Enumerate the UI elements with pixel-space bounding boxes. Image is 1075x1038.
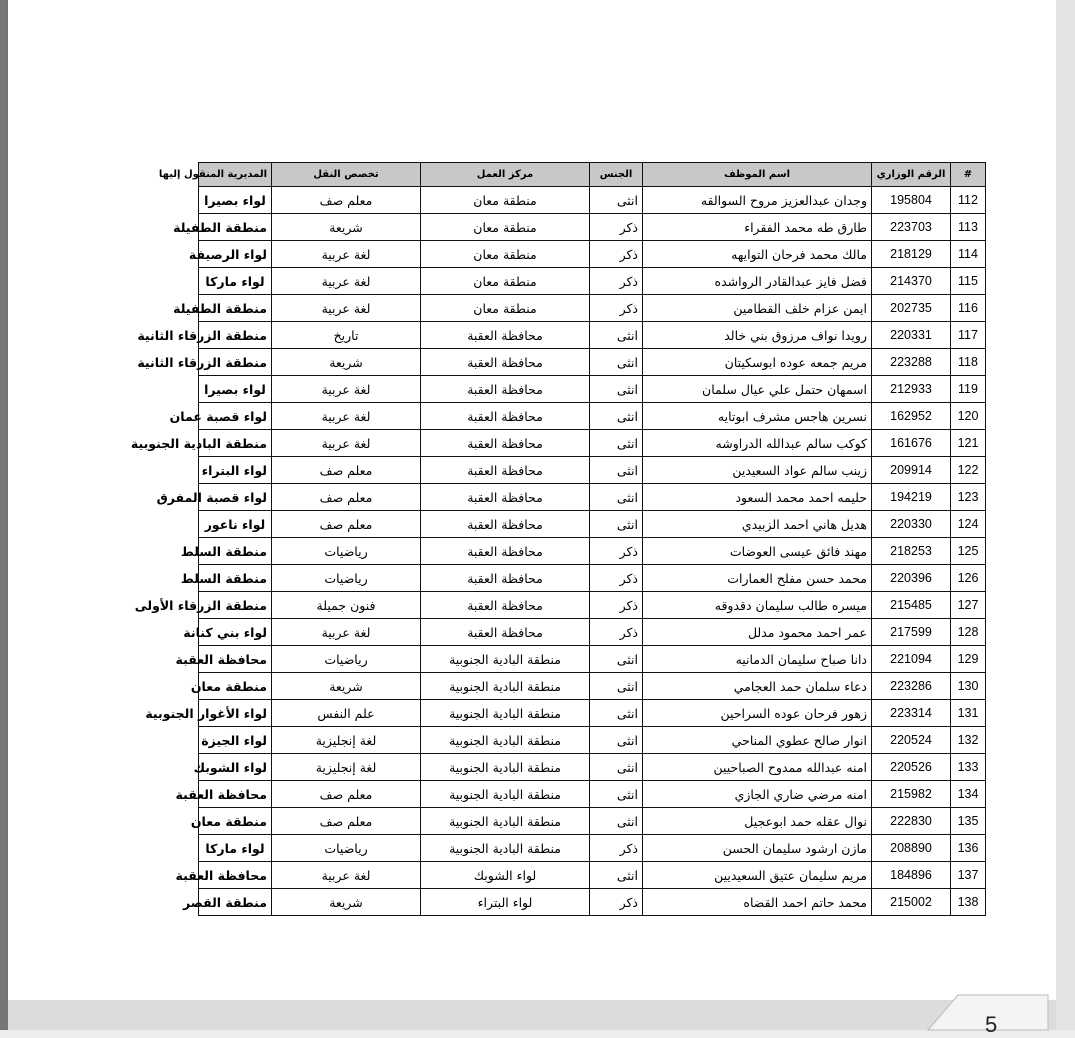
cell-gender: انثى — [590, 673, 643, 700]
cell-num: 138 — [951, 889, 986, 916]
cell-ministry-id: 161676 — [872, 430, 951, 457]
cell-gender: انثى — [590, 727, 643, 754]
cell-destination: منطقة البادية الجنوبية — [199, 430, 272, 457]
cell-employee-name: محمد حاتم احمد القضاه — [643, 889, 872, 916]
cell-destination: لواء الرصيفة — [199, 241, 272, 268]
cell-destination: لواء بصيرا — [199, 376, 272, 403]
cell-work-center: منطقة معان — [421, 268, 590, 295]
cell-employee-name: اسمهان حتمل علي عيال سلمان — [643, 376, 872, 403]
cell-destination: لواء بصيرا — [199, 187, 272, 214]
cell-num: 117 — [951, 322, 986, 349]
cell-work-center: محافظة العقبة — [421, 349, 590, 376]
table-row — [199, 268, 986, 295]
scan-left-edge — [0, 0, 8, 1030]
header-employee-name: اسم الموظف — [643, 163, 872, 187]
cell-work-center: منطقة معان — [421, 295, 590, 322]
cell-num: 132 — [951, 727, 986, 754]
cell-employee-name: انوار صالح عطوي المناحي — [643, 727, 872, 754]
table-row — [199, 538, 986, 565]
cell-num: 120 — [951, 403, 986, 430]
cell-destination: محافظة العقبة — [199, 862, 272, 889]
cell-transfer-specialty: لغة إنجليزية — [272, 727, 421, 754]
cell-work-center: محافظة العقبة — [421, 592, 590, 619]
cell-ministry-id: 220526 — [872, 754, 951, 781]
cell-ministry-id: 223286 — [872, 673, 951, 700]
cell-ministry-id: 215485 — [872, 592, 951, 619]
cell-employee-name: عمر احمد محمود مدلل — [643, 619, 872, 646]
cell-destination: لواء ناعور — [199, 511, 272, 538]
cell-work-center: منطقة البادية الجنوبية — [421, 646, 590, 673]
header-num: # — [951, 163, 986, 187]
cell-gender: انثى — [590, 322, 643, 349]
cell-employee-name: رويدا نواف مرزوق بني خالد — [643, 322, 872, 349]
cell-num: 122 — [951, 457, 986, 484]
table-row — [199, 673, 986, 700]
cell-destination: لواء البتراء — [199, 457, 272, 484]
cell-work-center: منطقة البادية الجنوبية — [421, 727, 590, 754]
cell-transfer-specialty: معلم صف — [272, 511, 421, 538]
cell-transfer-specialty: لغة عربية — [272, 241, 421, 268]
cell-ministry-id: 221094 — [872, 646, 951, 673]
table-row — [199, 727, 986, 754]
table-row — [199, 241, 986, 268]
cell-work-center: لواء البتراء — [421, 889, 590, 916]
cell-transfer-specialty: شريعة — [272, 349, 421, 376]
cell-employee-name: هديل هاني احمد الزبيدي — [643, 511, 872, 538]
cell-num: 133 — [951, 754, 986, 781]
cell-work-center: منطقة البادية الجنوبية — [421, 700, 590, 727]
cell-transfer-specialty: لغة عربية — [272, 619, 421, 646]
header-destination: المديرية المنقول إليها — [199, 163, 272, 187]
cell-gender: انثى — [590, 403, 643, 430]
table-row — [199, 403, 986, 430]
cell-gender: ذكر — [590, 619, 643, 646]
cell-transfer-specialty: رياضيات — [272, 538, 421, 565]
cell-employee-name: زينب سالم عواد السعيدين — [643, 457, 872, 484]
cell-transfer-specialty: لغة عربية — [272, 295, 421, 322]
cell-employee-name: وجدان عبدالعزيز مروح السوالقه — [643, 187, 872, 214]
cell-destination: لواء بني كنانة — [199, 619, 272, 646]
cell-destination: لواء ماركا — [199, 268, 272, 295]
cell-destination: لواء قصبة المفرق — [199, 484, 272, 511]
cell-work-center: منطقة البادية الجنوبية — [421, 673, 590, 700]
cell-ministry-id: 194219 — [872, 484, 951, 511]
cell-ministry-id: 220330 — [872, 511, 951, 538]
cell-transfer-specialty: لغة عربية — [272, 862, 421, 889]
cell-employee-name: مريم جمعه عوده ابوسكيتان — [643, 349, 872, 376]
cell-work-center: منطقة البادية الجنوبية — [421, 835, 590, 862]
cell-num: 130 — [951, 673, 986, 700]
table-row — [199, 430, 986, 457]
cell-num: 127 — [951, 592, 986, 619]
cell-ministry-id: 217599 — [872, 619, 951, 646]
cell-transfer-specialty: لغة عربية — [272, 376, 421, 403]
cell-ministry-id: 218129 — [872, 241, 951, 268]
cell-transfer-specialty: معلم صف — [272, 484, 421, 511]
cell-transfer-specialty: شريعة — [272, 673, 421, 700]
cell-gender: انثى — [590, 376, 643, 403]
cell-work-center: محافظة العقبة — [421, 430, 590, 457]
cell-gender: انثى — [590, 808, 643, 835]
cell-gender: انثى — [590, 511, 643, 538]
cell-work-center: منطقة البادية الجنوبية — [421, 808, 590, 835]
cell-ministry-id: 223703 — [872, 214, 951, 241]
scan-right-edge — [1056, 0, 1075, 1030]
cell-transfer-specialty: رياضيات — [272, 835, 421, 862]
cell-employee-name: حليمه احمد محمد السعود — [643, 484, 872, 511]
cell-gender: انثى — [590, 646, 643, 673]
cell-destination: لواء الشوبك — [199, 754, 272, 781]
cell-employee-name: مريم سليمان عتيق السعيديين — [643, 862, 872, 889]
cell-work-center: منطقة معان — [421, 187, 590, 214]
table-row — [199, 565, 986, 592]
table-row — [199, 835, 986, 862]
cell-destination: منطقة الطفيلة — [199, 214, 272, 241]
cell-employee-name: طارق طه محمد الفقراء — [643, 214, 872, 241]
cell-gender: ذكر — [590, 592, 643, 619]
cell-transfer-specialty: لغة إنجليزية — [272, 754, 421, 781]
cell-transfer-specialty: معلم صف — [272, 808, 421, 835]
cell-ministry-id: 223288 — [872, 349, 951, 376]
cell-transfer-specialty: لغة عربية — [272, 430, 421, 457]
cell-transfer-specialty: معلم صف — [272, 457, 421, 484]
table-row — [199, 700, 986, 727]
cell-num: 128 — [951, 619, 986, 646]
cell-ministry-id: 215002 — [872, 889, 951, 916]
cell-ministry-id: 218253 — [872, 538, 951, 565]
cell-ministry-id: 214370 — [872, 268, 951, 295]
cell-ministry-id: 208890 — [872, 835, 951, 862]
table-row — [199, 349, 986, 376]
cell-work-center: محافظة العقبة — [421, 403, 590, 430]
cell-ministry-id: 220396 — [872, 565, 951, 592]
cell-employee-name: فضل فايز عبدالقادر الرواشده — [643, 268, 872, 295]
cell-gender: ذكر — [590, 268, 643, 295]
cell-transfer-specialty: معلم صف — [272, 781, 421, 808]
cell-transfer-specialty: رياضيات — [272, 646, 421, 673]
cell-destination: منطقة الزرقاء الأولى — [199, 592, 272, 619]
cell-transfer-specialty: علم النفس — [272, 700, 421, 727]
scan-bottom-edge — [8, 1000, 1056, 1030]
cell-ministry-id: 215982 — [872, 781, 951, 808]
table-row — [199, 511, 986, 538]
header-gender: الجنس — [590, 163, 643, 187]
cell-transfer-specialty: شريعة — [272, 214, 421, 241]
cell-work-center: لواء الشوبك — [421, 862, 590, 889]
cell-employee-name: مازن ارشود سليمان الحسن — [643, 835, 872, 862]
cell-num: 135 — [951, 808, 986, 835]
cell-transfer-specialty: فنون جميلة — [272, 592, 421, 619]
cell-employee-name: ميسره طالب سليمان دقدوقه — [643, 592, 872, 619]
cell-num: 137 — [951, 862, 986, 889]
page-number: 5 — [985, 1012, 998, 1037]
cell-ministry-id: 222830 — [872, 808, 951, 835]
transfer-table — [130, 162, 986, 916]
cell-gender: انثى — [590, 862, 643, 889]
cell-destination: منطقة معان — [199, 673, 272, 700]
cell-gender: ذكر — [590, 889, 643, 916]
cell-work-center: محافظة العقبة — [421, 376, 590, 403]
cell-gender: انثى — [590, 781, 643, 808]
cell-ministry-id: 209914 — [872, 457, 951, 484]
cell-work-center: منطقة البادية الجنوبية — [421, 754, 590, 781]
cell-work-center: محافظة العقبة — [421, 322, 590, 349]
cell-work-center: محافظة العقبة — [421, 538, 590, 565]
table-row — [199, 322, 986, 349]
cell-destination: منطقة السلط — [199, 565, 272, 592]
table-row — [199, 592, 986, 619]
cell-work-center: محافظة العقبة — [421, 619, 590, 646]
cell-ministry-id: 162952 — [872, 403, 951, 430]
cell-work-center: منطقة البادية الجنوبية — [421, 781, 590, 808]
cell-num: 136 — [951, 835, 986, 862]
table-row — [199, 214, 986, 241]
cell-num: 131 — [951, 700, 986, 727]
cell-work-center: محافظة العقبة — [421, 511, 590, 538]
cell-gender: ذكر — [590, 214, 643, 241]
cell-employee-name: دعاء سلمان حمد العجامي — [643, 673, 872, 700]
cell-gender: انثى — [590, 349, 643, 376]
cell-employee-name: مالك محمد فرحان التوايهه — [643, 241, 872, 268]
cell-transfer-specialty: لغة عربية — [272, 268, 421, 295]
cell-destination: منطقة السلط — [199, 538, 272, 565]
cell-destination: منطقة القصر — [199, 889, 272, 916]
table-row — [199, 376, 986, 403]
table-row — [199, 457, 986, 484]
cell-destination: محافظة العقبة — [199, 781, 272, 808]
cell-transfer-specialty: لغة عربية — [272, 403, 421, 430]
cell-gender: ذكر — [590, 835, 643, 862]
cell-num: 125 — [951, 538, 986, 565]
cell-employee-name: نسرين هاجس مشرف ابوتايه — [643, 403, 872, 430]
cell-ministry-id: 223314 — [872, 700, 951, 727]
cell-employee-name: امنه عبدالله ممدوح الصباحيين — [643, 754, 872, 781]
cell-work-center: محافظة العقبة — [421, 457, 590, 484]
cell-num: 115 — [951, 268, 986, 295]
cell-work-center: محافظة العقبة — [421, 565, 590, 592]
table-row — [199, 646, 986, 673]
cell-employee-name: نوال عقله حمد ابوعجيل — [643, 808, 872, 835]
cell-num: 113 — [951, 214, 986, 241]
table-header-row — [199, 163, 986, 187]
cell-transfer-specialty: رياضيات — [272, 565, 421, 592]
cell-work-center: منطقة معان — [421, 214, 590, 241]
cell-destination: محافظة العقبة — [199, 646, 272, 673]
cell-employee-name: زهور فرحان عوده السراحين — [643, 700, 872, 727]
cell-destination: منطقة معان — [199, 808, 272, 835]
cell-work-center: محافظة العقبة — [421, 484, 590, 511]
cell-ministry-id: 220331 — [872, 322, 951, 349]
cell-transfer-specialty: معلم صف — [272, 187, 421, 214]
cell-ministry-id: 220524 — [872, 727, 951, 754]
table-row — [199, 781, 986, 808]
cell-gender: انثى — [590, 457, 643, 484]
cell-ministry-id: 212933 — [872, 376, 951, 403]
table-row — [199, 187, 986, 214]
cell-ministry-id: 184896 — [872, 862, 951, 889]
cell-employee-name: ايمن عزام خلف القطامين — [643, 295, 872, 322]
cell-gender: ذكر — [590, 295, 643, 322]
cell-employee-name: دانا صباح سليمان الدمانيه — [643, 646, 872, 673]
table-row — [199, 619, 986, 646]
cell-num: 126 — [951, 565, 986, 592]
cell-employee-name: امنه مرضي ضاري الجازي — [643, 781, 872, 808]
table-row — [199, 295, 986, 322]
cell-num: 112 — [951, 187, 986, 214]
cell-transfer-specialty: تاريخ — [272, 322, 421, 349]
cell-gender: ذكر — [590, 565, 643, 592]
cell-employee-name: محمد حسن مفلح العمارات — [643, 565, 872, 592]
cell-destination: لواء الجيزة — [199, 727, 272, 754]
cell-destination: منطقة الطفيلة — [199, 295, 272, 322]
cell-ministry-id: 202735 — [872, 295, 951, 322]
table-row — [199, 889, 986, 916]
cell-work-center: منطقة معان — [421, 241, 590, 268]
cell-gender: انثى — [590, 754, 643, 781]
cell-transfer-specialty: شريعة — [272, 889, 421, 916]
cell-ministry-id: 195804 — [872, 187, 951, 214]
cell-destination: لواء قصبة عمان — [199, 403, 272, 430]
cell-num: 114 — [951, 241, 986, 268]
cell-num: 119 — [951, 376, 986, 403]
table-row — [199, 862, 986, 889]
cell-num: 124 — [951, 511, 986, 538]
cell-num: 121 — [951, 430, 986, 457]
cell-gender: ذكر — [590, 241, 643, 268]
cell-gender: انثى — [590, 484, 643, 511]
table-row — [199, 808, 986, 835]
cell-num: 129 — [951, 646, 986, 673]
cell-num: 116 — [951, 295, 986, 322]
header-transfer-specialty: تخصص النقل — [272, 163, 421, 187]
cell-gender: انثى — [590, 430, 643, 457]
cell-gender: انثى — [590, 187, 643, 214]
cell-destination: منطقة الزرقاء الثانية — [199, 349, 272, 376]
header-ministry-id: الرقم الوزاري — [872, 163, 951, 187]
cell-employee-name: مهند فائق عيسى العوضات — [643, 538, 872, 565]
header-work-center: مركز العمل — [421, 163, 590, 187]
cell-num: 118 — [951, 349, 986, 376]
cell-destination: منطقة الزرقاء الثانية — [199, 322, 272, 349]
table-row — [199, 754, 986, 781]
cell-employee-name: كوكب سالم عبدالله الدراوشه — [643, 430, 872, 457]
cell-destination: لواء الأغوار الجنوبية — [199, 700, 272, 727]
cell-num: 123 — [951, 484, 986, 511]
cell-destination: لواء ماركا — [199, 835, 272, 862]
cell-gender: انثى — [590, 700, 643, 727]
cell-gender: ذكر — [590, 538, 643, 565]
table-row — [199, 484, 986, 511]
cell-num: 134 — [951, 781, 986, 808]
